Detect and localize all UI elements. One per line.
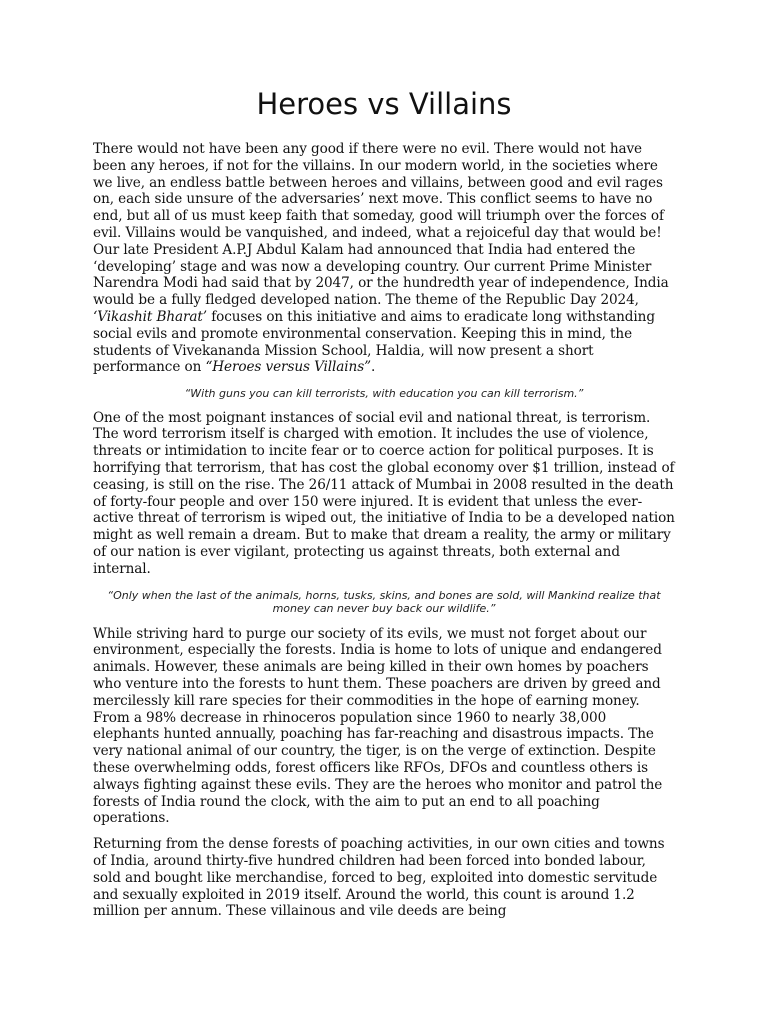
paragraph-intro-text-c: .: [370, 359, 376, 376]
theme-emphasis: ‘Vikashit Bharat’: [93, 308, 207, 325]
paragraph-intro-text-a: There would not have been any good if there were no evil. There would not have been any heroes, if not for the villains. In our modern world, in the societies where we live, an endless battle between heroes and villains, between good and evil rages on, each side unsure of the adversaries’ next move. This conflict seems to have no end, but all of us must keep faith that someday, good will triumph over the forces of evil. Villains would be vanquished, and indeed, what a rejoiceful day that would be! Our late President A.P.J Abdul Kalam had announced that India had entered the ‘developing’ stage and was now a developing country. Our current Prime Minister Narendra Modi had said that by 2047, or the hundredth year of independence, India would be a fully fledged developed nation. The theme of the Republic Day 2024,: [93, 141, 669, 309]
page-title: Heroes vs Villains: [256, 87, 512, 121]
performance-title-emphasis: “Heroes versus Villains”: [205, 359, 371, 376]
paragraph-terrorism: One of the most poignant instances of social evil and national threat, is terrorism. The word terrorism itself is charged with emotion. It includes the use of violence, threats or intimidation to incite fear or to coerce action for political purposes. It is horrifying that terrorism, that has cost the global economy over $1 trillion, instead of ceasing, is still on the rise. The 26/11 attack of Mumbai in 2008 resulted in the death of forty-four people and over 150 were injured. It is evident that unless the ever-active threat of terrorism is wiped out, the initiative of India to be a developed nation might as well remain a dream. But to make that dream a reality, the army or military of our nation is ever vigilant, protecting us against threats, both external and internal.: [93, 409, 675, 577]
document-page: [93, 84, 675, 920]
paragraph-intro-text-b: focuses on this initiative and aims to eradicate long withstanding social evils and promote environmental conservation. Keeping this in mind, the students of Vivekananda Mission School, Haldia, will now present a short performance on: [93, 308, 655, 376]
paragraph-intro: [93, 141, 675, 376]
paragraph-poaching: While striving hard to purge our society of its evils, we must not forget about our environment, especially the forests. India is home to lots of unique and endangered animals. However, these animals are being killed in their own homes by poachers who venture into the forests to hunt them. These poachers are driven by greed and mercilessly kill rare species for their commodities in the hope of earning money. From a 98% decrease in rhinoceros population since 1960 to nearly 38,000 elephants hunted annually, poaching has far-reaching and disastrous impacts. The very national animal of our country, the tiger, is on the verge of extinction. Despite these overwhelming odds, forest officers like RFOs, DFOs and countless others is always fighting against these evils. They are the heroes who monitor and patrol the forests of India round the clock, with the aim to put an end to all poaching operations.: [93, 625, 663, 827]
quote-wildlife: “Only when the last of the animals, horns, tusks, skins, and bones are sold, will Mankind realize that money can never buy back our wildlife.”: [107, 588, 661, 616]
quote-terrorism: “With guns you can kill terrorists, with education you can kill terrorism.”: [184, 387, 584, 401]
paragraph-child-labour: Returning from the dense forests of poaching activities, in our own cities and towns of India, around thirty-five hundred children had been forced into bonded labour, sold and bought like merchandise, forced to beg, exploited into domestic servitude and sexually exploited in 2019 itself. Around the world, this count is around 1.2 million per annum. These villainous and vile deeds are being: [93, 836, 665, 920]
